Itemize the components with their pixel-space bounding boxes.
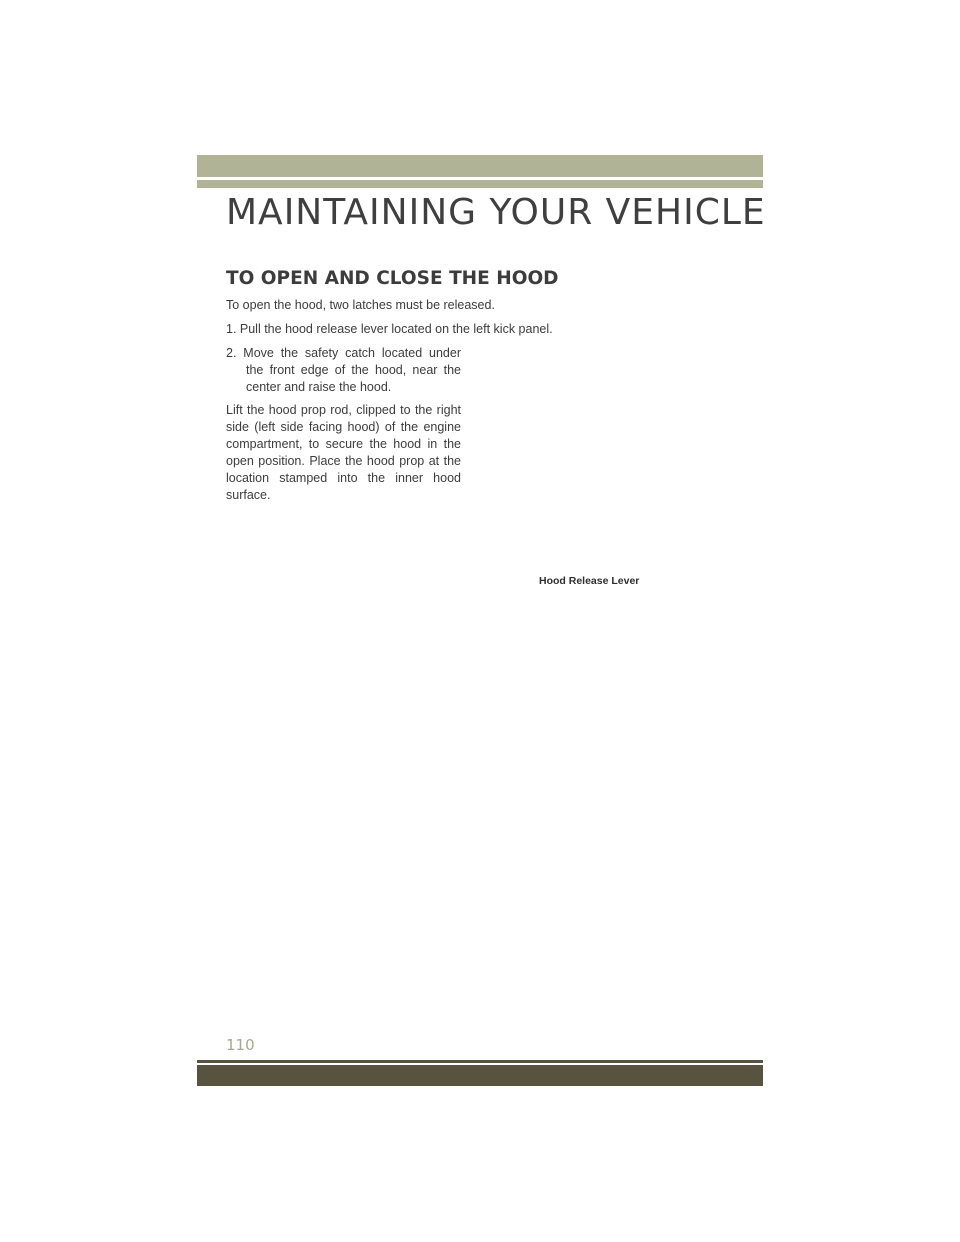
footer-line bbox=[197, 1060, 763, 1063]
body-paragraph: Lift the hood prop rod, clipped to the right side (left side facing hood) of the engine compartment, to secure the hood in the open position. Place the hood prop at the location stamped into the inner hood surface. bbox=[226, 403, 461, 502]
page-heading: TO OPEN AND CLOSE THE HOOD bbox=[226, 268, 559, 289]
footer-band bbox=[197, 1065, 763, 1086]
intro-text: To open the hood, two latches must be released. bbox=[226, 298, 495, 312]
hood-release-figure bbox=[480, 340, 760, 570]
step-2: 2. Move the safety catch located under the front edge of the hood, near the center and raise the hood. bbox=[226, 346, 461, 394]
header-band bbox=[197, 155, 763, 177]
section-title: MAINTAINING YOUR VEHICLE bbox=[226, 192, 766, 233]
page-number: 110 bbox=[226, 1036, 255, 1054]
figure-caption: Hood Release Lever bbox=[539, 575, 640, 587]
step-1: 1. Pull the hood release lever located on the left kick panel. bbox=[226, 322, 553, 336]
header-band-stripe bbox=[197, 180, 763, 188]
